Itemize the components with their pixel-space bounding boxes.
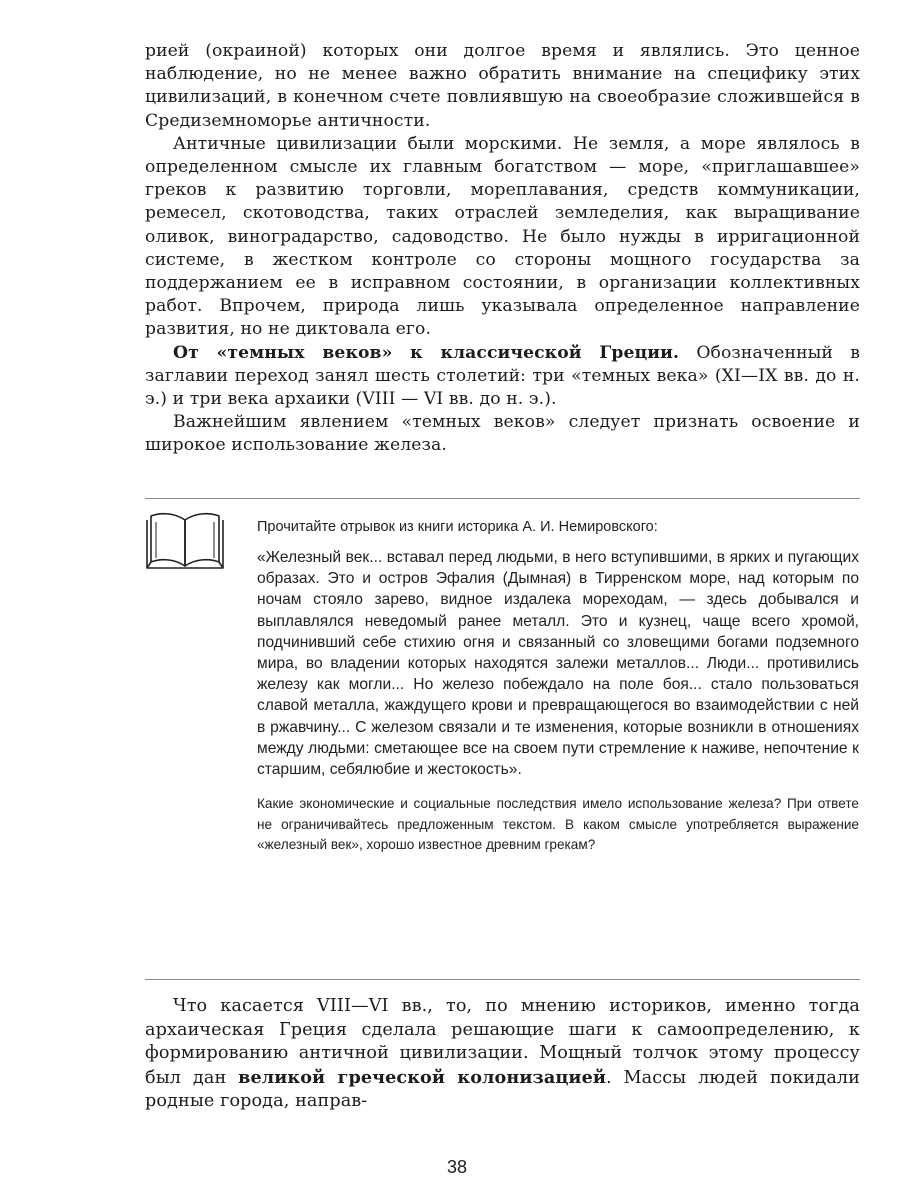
colonization-text-1: Что касается VIII—VI вв., то, по мнению историков, именно тогда архаическая Греция сделала решающие шаги к самоопределению, к формированию античной цивилизации. Мощный толчок этому процессу был дан (145, 996, 860, 1088)
colonization-term: великой греческой колонизацией (238, 1066, 607, 1088)
paragraph-iron: Важнейшим явлением «темных веков» следует признать освоение и широкое использование железа. (145, 412, 860, 456)
main-text-top (145, 40, 860, 458)
paragraph-colonization (145, 995, 860, 1114)
paragraph-maritime: Античные цивилизации были морскими. Не земля, а море являлось в определенном смысле их главным богатством — море, «приглашавшее» греков к развитию торговли, мореплавания, средств коммуникации, ремесел, скотоводства, таких отраслей земледелия, как выращивание оливок, виноградарство, садоводство. Не было нужды в ирригационной системе, в жестком контроле со стороны мощного государства за поддержанием ее в исправном состоянии, в организации коллективных работ. Впрочем, природа лишь указывала определенное направление развития, но не диктовала его. (145, 133, 860, 340)
section-heading-text: Обозначенный в заглавии переход занял шесть столетий: три «темных века» (XI—IX вв. до н. э.) и три века архаики (VIII — VI вв. до н. э.). (145, 342, 860, 410)
colonization-text-2: . Массы людей покидали родные города, направ- (145, 1067, 861, 1111)
paragraph-dark-ages (145, 342, 860, 412)
section-heading: От «темных веков» к классической Греции. (173, 342, 680, 363)
page-number: 38 (446, 1157, 468, 1177)
sidebar-question: Какие экономические и социальные последствия имело использование железа? При ответе не ограничивайтесь предложенным текстом. В каком смысле употребляется выражение «железный век», хорошо известное древним грекам? (257, 796, 859, 853)
reading-sidebar (257, 517, 859, 856)
divider-bottom (145, 979, 860, 980)
sidebar-intro: Прочитайте отрывок из книги историка А. И. Немировского: (257, 519, 658, 535)
divider-top (145, 498, 860, 499)
sidebar-quote: «Железный век... вставал перед людьми, в него вступившими, в ярких и пугающих образах. Это и остров Эфалия (Дымная) в Тирренском море, над которым по ночам стояло зарево, видное издалека мореходам, — здесь добывался и выплавлялся неведомый ранее металл. Это и кузнец, чаще всего хромой, подчинивший себе стихию огня и связанный со зловещими богами подземного мира, во владении которых находятся залежи металлов... Люди... противились железу как могли... Но железо побеждало на поле боя... стало пользоваться славой металла, жаждущего крови и превращающегося во взаимодействии с ней в ржавчину... С железом связали и те изменения, которые возникли в отношениях между людьми: сметающее все на своем пути стремление к наживе, непочтение к старшим, себялюбие и жестокость». (257, 549, 859, 779)
main-text-bottom (145, 995, 860, 1114)
open-book-icon (145, 510, 225, 572)
paragraph-continuation: рией (окраиной) которых они долгое время и являлись. Это ценное наблюдение, но не менее важно обратить внимание на специфику этих цивилизаций, в конечном счете повлиявшую на своеобразие сложившейся в Средиземноморье античности. (145, 41, 860, 131)
